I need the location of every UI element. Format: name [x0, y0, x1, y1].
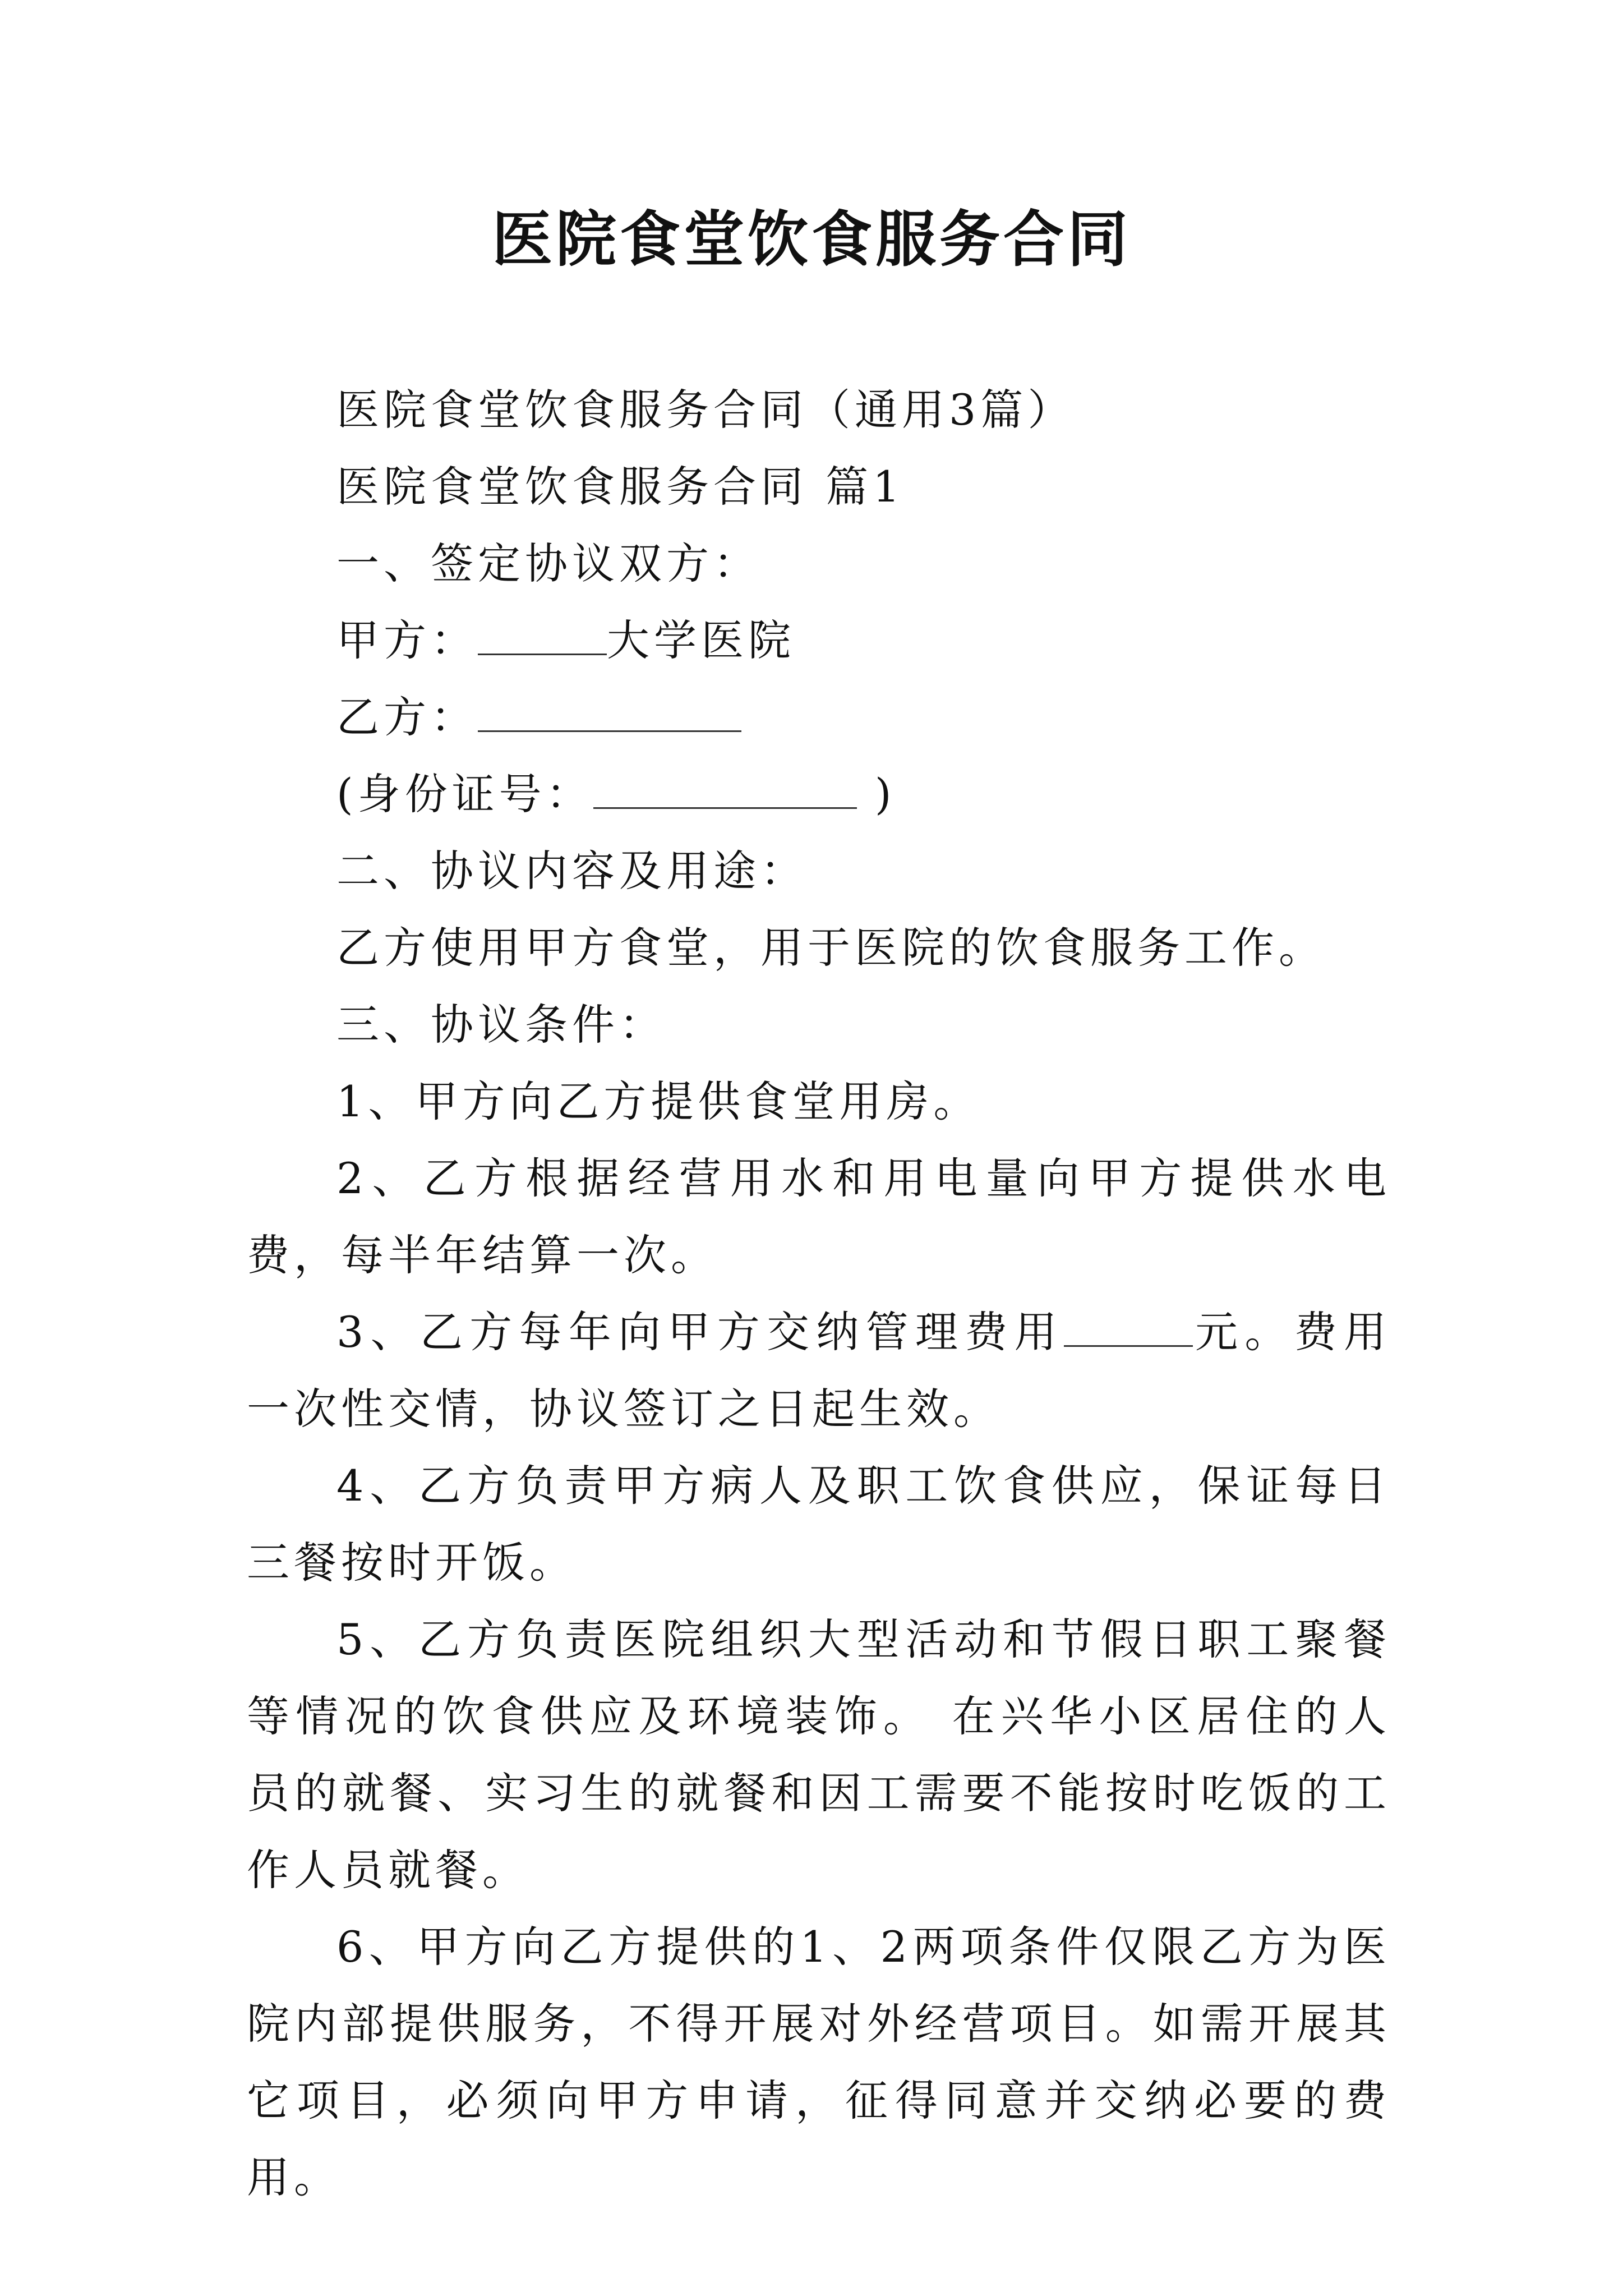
id-number-close: )	[856, 769, 896, 819]
party-a-label: 甲方：	[336, 615, 478, 665]
id-number-line	[247, 756, 1391, 832]
clause-3	[247, 1294, 1391, 1447]
clause-4: 4、乙方负责甲方病人及职工饮食供应，保证每日三餐按时开饭。	[247, 1461, 1391, 1588]
section-2-heading: 二、协议内容及用途：	[336, 846, 808, 896]
clause-3-start: 3、乙方每年向甲方交纳管理费用	[336, 1307, 1064, 1357]
fee-blank	[1064, 1310, 1193, 1347]
party-b-line	[247, 679, 1391, 756]
clause-1: 1、甲方向乙方提供食堂用房。	[336, 1076, 981, 1126]
party-a-name: 大学医院	[607, 615, 795, 665]
party-b-blank	[478, 696, 741, 732]
id-number-blank	[593, 772, 857, 809]
section-3-heading: 三、协议条件：	[336, 1000, 666, 1050]
id-number-label: (身份证号：	[336, 769, 593, 819]
document-body	[247, 371, 1391, 2216]
part-heading: 医院食堂饮食服务合同 篇1	[336, 462, 905, 512]
section-1-heading: 一、签定协议双方：	[336, 539, 760, 588]
clause-2: 2、乙方根据经营用水和用电量向甲方提供水电费，每半年结算一次。	[247, 1153, 1391, 1280]
section-2-text: 乙方使用甲方食堂，用于医院的饮食服务工作。	[336, 923, 1326, 973]
document-subtitle: 医院食堂饮食服务合同（通用3篇）	[336, 385, 1075, 435]
clause-6: 6、甲方向乙方提供的1、2两项条件仅限乙方为医院内部提供服务，不得开展对外经营项目。如需开展其它项目，必须向甲方申请，征得同意并交纳必要的费用。	[247, 1922, 1391, 2202]
document-title: 医院食堂饮食服务合同	[491, 204, 1131, 275]
party-b-label: 乙方：	[336, 692, 478, 742]
party-a-blank	[478, 619, 607, 655]
party-a-line	[247, 602, 1391, 679]
clause-5: 5、乙方负责医院组织大型活动和节假日职工聚餐等情况的饮食供应及环境装饰。 在兴华小区居住的人员的就餐、实习生的就餐和因工需要不能按时吃饭的工作人员就餐。	[247, 1614, 1391, 1895]
clause-3-end: 元。费用一次性交情，协议签订之日起生效。	[247, 1307, 1391, 1434]
